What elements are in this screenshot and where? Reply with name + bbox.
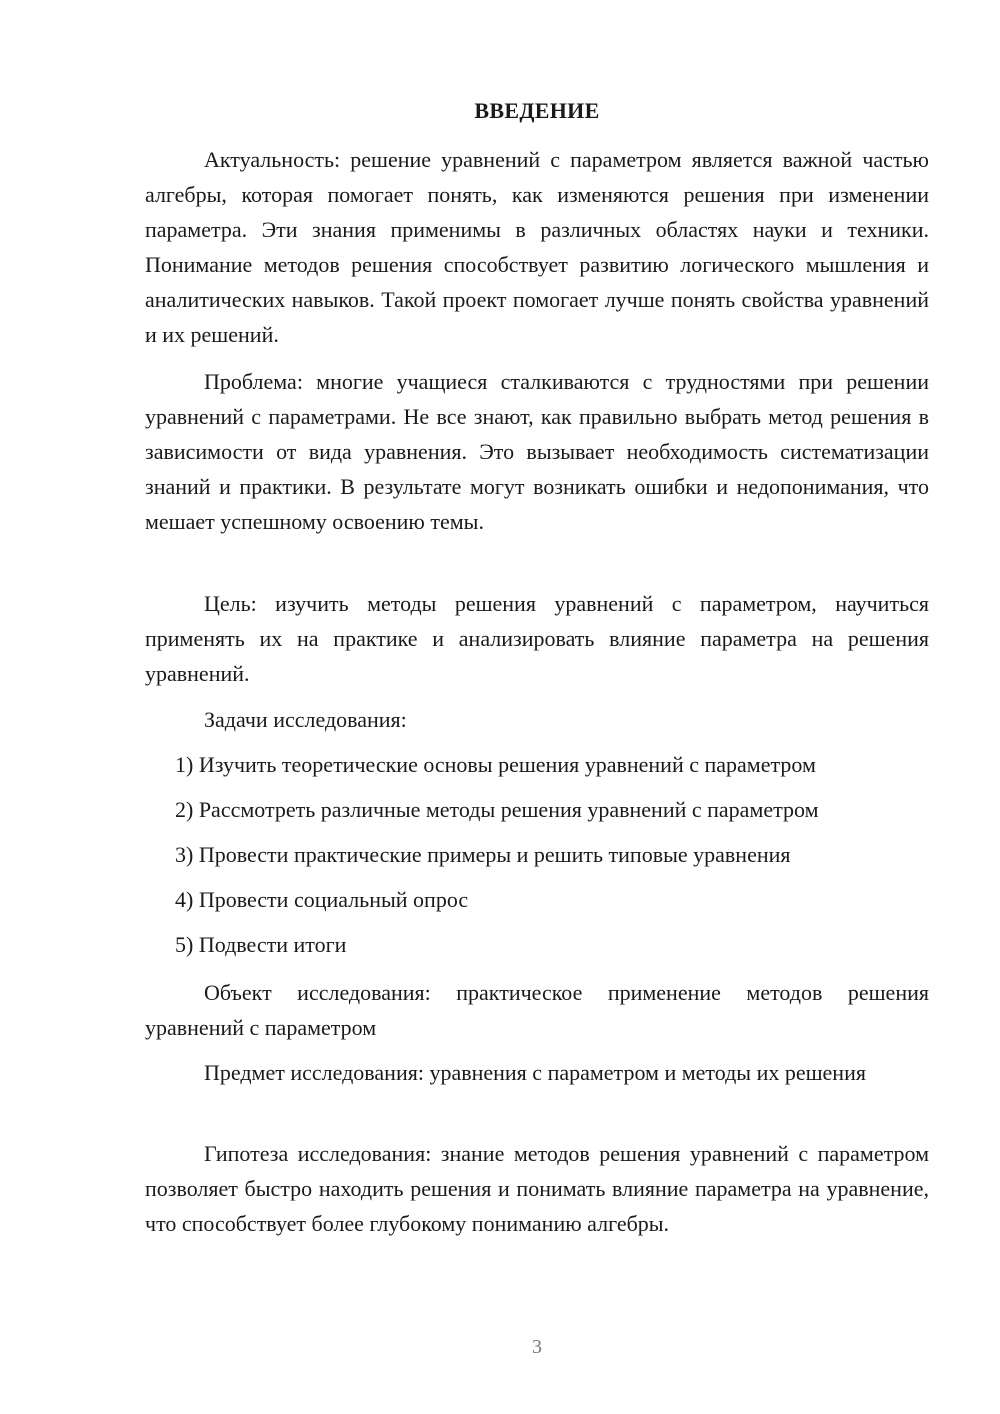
section-title: ВВЕДЕНИЕ — [474, 98, 600, 123]
document-page — [145, 0, 929, 1414]
object-paragraph: Объект исследования: практическое применение методов решения уравнений с параметром — [145, 980, 929, 1040]
page-number: 3 — [532, 1336, 542, 1358]
problem-paragraph: Проблема: многие учащиеся сталкиваются с трудностями при решении уравнений с параметрами. Не все знают, как правильно выбрать метод решения в зависимости от вида уравнения. Это вызывает необходимость систематизации знаний и практики. В результате могут возникать ошибки и недопонимания, что мешает успешному освоению темы. — [145, 369, 929, 534]
task-item-1: 1) Изучить теоретические основы решения уравнений с параметром — [175, 752, 816, 777]
relevance-paragraph: Актуальность: решение уравнений с параметром является важной частью алгебры, которая помогает понять, как изменяются решения при изменении параметра. Эти знания применимы в различных областях науки и техники. Понимание методов решения способствует развитию логического мышления и аналитических навыков. Такой проект помогает лучше понять свойства уравнений и их решений. — [145, 147, 929, 347]
subject-paragraph: Предмет исследования: уравнения с параметром и методы их решения — [204, 1060, 866, 1085]
tasks-heading: Задачи исследования: — [204, 707, 407, 732]
task-item-4: 4) Провести социальный опрос — [175, 887, 469, 912]
goal-paragraph: Цель: изучить методы решения уравнений с параметром, научиться применять их на практике и анализировать влияние параметра на решения уравнений. — [145, 591, 929, 686]
hypothesis-paragraph: Гипотеза исследования: знание методов решения уравнений с параметром позволяет быстро находить решения и понимать влияние параметра на уравнение, что способствует более глубокому пониманию алгебры. — [145, 1141, 929, 1236]
task-item-2: 2) Рассмотреть различные методы решения уравнений с параметром — [175, 797, 819, 822]
task-item-5: 5) Подвести итоги — [175, 932, 347, 957]
task-item-3: 3) Провести практические примеры и решить типовые уравнения — [175, 842, 791, 867]
